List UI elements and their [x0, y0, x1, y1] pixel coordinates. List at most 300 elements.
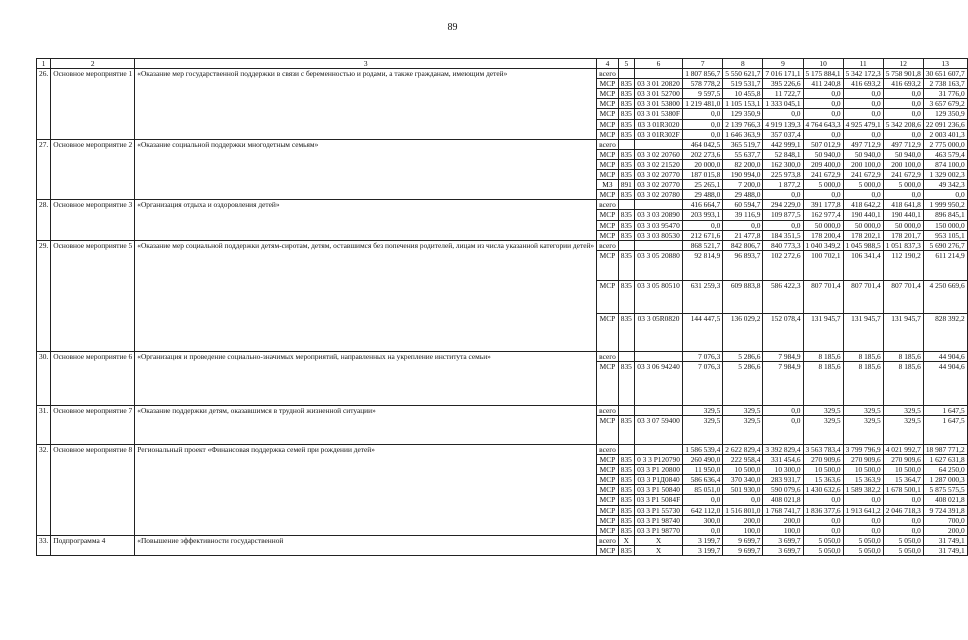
table-row — [37, 444, 968, 454]
amount-cell: 2 775 000,0 — [923, 139, 967, 149]
executor-cell: МСР — [597, 220, 619, 230]
amount-cell: 0,0 — [843, 190, 883, 200]
grbs-code-cell: 835 — [618, 515, 634, 525]
target-article-cell: 03 3 01 52700 — [634, 89, 682, 99]
amount-cell: 840 773,3 — [763, 240, 803, 250]
amount-cell: 300,0 — [683, 515, 723, 525]
amount-cell: 10 455,8 — [723, 89, 763, 99]
amount-cell: 8 185,6 — [803, 351, 843, 361]
grbs-code-cell: 835 — [618, 475, 634, 485]
amount-cell: 1 051 837,3 — [883, 240, 923, 250]
amount-cell: 1 999 950,2 — [923, 200, 967, 210]
amount-cell: 1 586 539,4 — [683, 444, 723, 454]
program-description: «Организация и проведение социально-значимых мероприятий, направленных на укрепление института семьи» — [135, 351, 597, 405]
amount-cell: 1 646 363,9 — [723, 129, 763, 139]
amount-cell: 842 806,7 — [723, 240, 763, 250]
amount-cell: 52 848,1 — [763, 149, 803, 159]
amount-cell: 190 440,1 — [883, 210, 923, 220]
amount-cell: 10 300,0 — [763, 465, 803, 475]
amount-cell: 15 363,6 — [803, 475, 843, 485]
amount-cell: 329,5 — [843, 415, 883, 444]
grbs-code-cell: 891 — [618, 180, 634, 190]
executor-cell: всего — [597, 69, 619, 79]
amount-cell: 7 076,3 — [683, 361, 723, 405]
amount-cell: 0,0 — [843, 495, 883, 505]
executor-cell: МСР — [597, 159, 619, 169]
amount-cell: 611 214,9 — [923, 250, 967, 280]
amount-cell: 0,0 — [803, 99, 843, 109]
program-label: Основное мероприятие 8 — [51, 444, 135, 535]
grbs-code-cell: 835 — [618, 149, 634, 159]
target-article-cell — [634, 139, 682, 149]
grbs-code-cell: 835 — [618, 465, 634, 475]
target-article-cell — [634, 444, 682, 454]
amount-cell: 144 447,5 — [683, 313, 723, 351]
grbs-code-cell: 835 — [618, 455, 634, 465]
target-article-cell: 03 3 03 80530 — [634, 230, 682, 240]
amount-cell: 5 050,0 — [843, 545, 883, 555]
amount-cell: 5 000,0 — [803, 180, 843, 190]
program-label: Основное мероприятие 3 — [51, 200, 135, 240]
amount-cell: 7 076,3 — [683, 351, 723, 361]
amount-cell: 203 993,1 — [683, 210, 723, 220]
amount-cell: 0,0 — [683, 119, 723, 129]
amount-cell: 225 973,8 — [763, 170, 803, 180]
amount-cell: 1 647,5 — [923, 405, 967, 415]
amount-cell: 408 021,8 — [923, 495, 967, 505]
grbs-code-cell: 835 — [618, 280, 634, 313]
amount-cell: 102 272,6 — [763, 250, 803, 280]
amount-cell: 0,0 — [803, 89, 843, 99]
executor-cell: МСР — [597, 313, 619, 351]
program-label: Основное мероприятие 1 — [51, 69, 135, 140]
amount-cell: 3 199,7 — [683, 545, 723, 555]
amount-cell: 329,5 — [683, 415, 723, 444]
executor-cell: МСР — [597, 515, 619, 525]
amount-cell: 329,5 — [803, 415, 843, 444]
amount-cell: 370 340,0 — [723, 475, 763, 485]
grbs-code-cell: 835 — [618, 159, 634, 169]
amount-cell: 5 050,0 — [883, 545, 923, 555]
amount-cell: 0,0 — [803, 515, 843, 525]
amount-cell: 55 637,7 — [723, 149, 763, 159]
amount-cell: 5 286,6 — [723, 361, 763, 405]
amount-cell: 0,0 — [683, 525, 723, 535]
grbs-code-cell: 835 — [618, 190, 634, 200]
amount-cell: 50 000,0 — [803, 220, 843, 230]
amount-cell: 331 454,6 — [763, 455, 803, 465]
header-cell: 13 — [923, 59, 967, 69]
amount-cell: 807 701,4 — [883, 280, 923, 313]
amount-cell: 2 622 829,4 — [723, 444, 763, 454]
program-description: «Оказание мер государственной поддержки в связи с беременностью и родами, а также гражданам, имеющим детей» — [135, 69, 597, 140]
amount-cell: 0,0 — [683, 220, 723, 230]
program-description: Региональный проект «Финансовая поддержка семей при рождении детей» — [135, 444, 597, 535]
amount-cell: 178 200,4 — [803, 230, 843, 240]
amount-cell: 1 219 481,0 — [683, 99, 723, 109]
header-cell: 6 — [634, 59, 682, 69]
amount-cell: 131 945,7 — [803, 313, 843, 351]
target-article-cell — [634, 200, 682, 210]
amount-cell: 0,0 — [803, 525, 843, 535]
executor-cell: МСР — [597, 210, 619, 220]
target-article-cell: 03 3 P1 98770 — [634, 525, 682, 535]
amount-cell: 222 958,4 — [723, 455, 763, 465]
amount-cell: 0,0 — [683, 495, 723, 505]
amount-cell: 82 200,0 — [723, 159, 763, 169]
amount-cell: 150 000,0 — [923, 220, 967, 230]
amount-cell: 4 250 669,6 — [923, 280, 967, 313]
grbs-code-cell: 835 — [618, 415, 634, 444]
amount-cell: 0,0 — [883, 495, 923, 505]
executor-cell: МСР — [597, 361, 619, 405]
target-article-cell: 03 3 P1 50840 — [634, 485, 682, 495]
executor-cell: МСР — [597, 505, 619, 515]
amount-cell: 828 392,2 — [923, 313, 967, 351]
amount-cell: 0,0 — [763, 415, 803, 444]
amount-cell: 8 185,6 — [883, 361, 923, 405]
amount-cell: 416 664,7 — [683, 200, 723, 210]
amount-cell: 1 105 153,1 — [723, 99, 763, 109]
amount-cell: 391 177,8 — [803, 200, 843, 210]
amount-cell: 212 671,6 — [683, 230, 723, 240]
row-number: 28. — [37, 200, 51, 240]
amount-cell: 0,0 — [803, 495, 843, 505]
executor-cell: МСР — [597, 525, 619, 535]
amount-cell: 50 000,0 — [843, 220, 883, 230]
amount-cell: 1 678 500,1 — [883, 485, 923, 495]
amount-cell: 10 500,0 — [723, 465, 763, 475]
amount-cell: 0,0 — [883, 190, 923, 200]
amount-cell: 8 185,6 — [843, 351, 883, 361]
executor-cell: всего — [597, 240, 619, 250]
amount-cell: 442 999,1 — [763, 139, 803, 149]
amount-cell: 241 672,9 — [843, 170, 883, 180]
amount-cell: 416 693,2 — [843, 79, 883, 89]
header-cell: 9 — [763, 59, 803, 69]
amount-cell: 29 488,0 — [723, 190, 763, 200]
program-description: «Оказание социальной поддержки многодетным семьям» — [135, 139, 597, 200]
target-article-cell: 03 3 01R3020 — [634, 119, 682, 129]
amount-cell: 21 477,8 — [723, 230, 763, 240]
amount-cell: 1 430 632,6 — [803, 485, 843, 495]
amount-cell: 0,0 — [803, 109, 843, 119]
target-article-cell: 03 3 P1 55730 — [634, 505, 682, 515]
row-number: 27. — [37, 139, 51, 200]
amount-cell: 7 200,0 — [723, 180, 763, 190]
grbs-code-cell: 835 — [618, 505, 634, 515]
grbs-code-cell: 835 — [618, 119, 634, 129]
amount-cell: 631 259,3 — [683, 280, 723, 313]
amount-cell: 3 199,7 — [683, 535, 723, 545]
target-article-cell — [634, 240, 682, 250]
amount-cell: 100,0 — [723, 525, 763, 535]
amount-cell: 100,0 — [763, 525, 803, 535]
amount-cell: 5 050,0 — [803, 535, 843, 545]
amount-cell: 329,5 — [723, 415, 763, 444]
amount-cell: 0,0 — [883, 129, 923, 139]
table-row — [37, 351, 968, 361]
amount-cell: 30 651 607,7 — [923, 69, 967, 79]
grbs-code-cell: Х — [618, 535, 634, 545]
row-number: 33. — [37, 535, 51, 555]
amount-cell: 497 712,9 — [843, 139, 883, 149]
header-cell: 2 — [51, 59, 135, 69]
amount-cell: 20 000,0 — [683, 159, 723, 169]
amount-cell: 0,0 — [843, 89, 883, 99]
grbs-code-cell: 835 — [618, 129, 634, 139]
amount-cell: 5 050,0 — [803, 545, 843, 555]
executor-cell: всего — [597, 535, 619, 545]
amount-cell: 9 724 391,8 — [923, 505, 967, 515]
amount-cell: 642 112,0 — [683, 505, 723, 515]
program-description: «Оказание поддержки детям, оказавшимся в трудной жизненной ситуации» — [135, 405, 597, 444]
executor-cell: МСР — [597, 415, 619, 444]
target-article-cell: 03 3 02 20780 — [634, 190, 682, 200]
executor-cell: всего — [597, 139, 619, 149]
amount-cell: 50 000,0 — [883, 220, 923, 230]
amount-cell: 0,0 — [923, 190, 967, 200]
amount-cell: 365 519,7 — [723, 139, 763, 149]
executor-cell: МСР — [597, 99, 619, 109]
amount-cell: 10 500,0 — [883, 465, 923, 475]
amount-cell: 418 642,2 — [843, 200, 883, 210]
amount-cell: 44 904,6 — [923, 351, 967, 361]
amount-cell: 416 693,2 — [883, 79, 923, 89]
amount-cell: 0,0 — [763, 109, 803, 119]
amount-cell: 4 764 643,3 — [803, 119, 843, 129]
target-article-cell: 03 3 01 20820 — [634, 79, 682, 89]
amount-cell: 329,5 — [803, 405, 843, 415]
amount-cell: 5 342 208,6 — [883, 119, 923, 129]
amount-cell: 0,0 — [843, 515, 883, 525]
amount-cell: 700,0 — [923, 515, 967, 525]
amount-cell: 7 016 171,1 — [763, 69, 803, 79]
amount-cell: 294 229,0 — [763, 200, 803, 210]
row-number: 30. — [37, 351, 51, 405]
amount-cell: 9 699,7 — [723, 545, 763, 555]
amount-cell: 92 814,9 — [683, 250, 723, 280]
amount-cell: 0,0 — [683, 109, 723, 119]
amount-cell: 329,5 — [883, 415, 923, 444]
amount-cell: 49 342,3 — [923, 180, 967, 190]
program-description: «Оказание мер социальной поддержки детям-сиротам, детям, оставшимся без попечения родителей, лицам из числа указанной категории детей» — [135, 240, 597, 351]
amount-cell: 8 185,6 — [843, 361, 883, 405]
amount-cell: 5 050,0 — [843, 535, 883, 545]
grbs-code-cell: 835 — [618, 545, 634, 555]
page-number: 89 — [447, 22, 458, 33]
amount-cell: 896 845,1 — [923, 210, 967, 220]
grbs-code-cell — [618, 444, 634, 454]
amount-cell: 411 240,8 — [803, 79, 843, 89]
amount-cell: 0,0 — [763, 405, 803, 415]
amount-cell: 15 363,9 — [843, 475, 883, 485]
header-cell: 12 — [883, 59, 923, 69]
header-cell: 1 — [37, 59, 51, 69]
budget-table — [36, 58, 968, 556]
grbs-code-cell: 835 — [618, 485, 634, 495]
target-article-cell: 03 3 02 20770 — [634, 180, 682, 190]
amount-cell: 109 877,5 — [763, 210, 803, 220]
amount-cell: 60 594,7 — [723, 200, 763, 210]
program-label: Основное мероприятие 5 — [51, 240, 135, 351]
executor-cell: МСР — [597, 149, 619, 159]
target-article-cell: Х — [634, 535, 682, 545]
amount-cell: 5 342 172,3 — [843, 69, 883, 79]
amount-cell: 329,5 — [683, 405, 723, 415]
grbs-code-cell: 835 — [618, 89, 634, 99]
header-cell: 10 — [803, 59, 843, 69]
amount-cell: 408 021,8 — [763, 495, 803, 505]
amount-cell: 0,0 — [883, 525, 923, 535]
amount-cell: 1 333 045,1 — [763, 99, 803, 109]
grbs-code-cell — [618, 69, 634, 79]
target-article-cell: 03 3 06 94240 — [634, 361, 682, 405]
table-row — [37, 200, 968, 210]
amount-cell: 395 226,6 — [763, 79, 803, 89]
grbs-code-cell: 835 — [618, 210, 634, 220]
amount-cell: 329,5 — [883, 405, 923, 415]
amount-cell: 11 950,0 — [683, 465, 723, 475]
target-article-cell: 03 3 03 20890 — [634, 210, 682, 220]
amount-cell: 270 909,6 — [843, 455, 883, 465]
amount-cell: 131 945,7 — [883, 313, 923, 351]
grbs-code-cell — [618, 200, 634, 210]
amount-cell: 501 930,0 — [723, 485, 763, 495]
amount-cell: 1 877,2 — [763, 180, 803, 190]
target-article-cell: 03 3 05R0820 — [634, 313, 682, 351]
amount-cell: 50 940,0 — [803, 149, 843, 159]
amount-cell: 953 105,1 — [923, 230, 967, 240]
grbs-code-cell: 835 — [618, 230, 634, 240]
executor-cell: МСР — [597, 465, 619, 475]
amount-cell: 178 201,7 — [883, 230, 923, 240]
amount-cell: 5 286,6 — [723, 351, 763, 361]
executor-cell: МСР — [597, 109, 619, 119]
amount-cell: 3 699,7 — [763, 535, 803, 545]
amount-cell: 497 712,9 — [883, 139, 923, 149]
executor-cell: МСР — [597, 250, 619, 280]
grbs-code-cell — [618, 351, 634, 361]
target-article-cell: 03 3 P1 98740 — [634, 515, 682, 525]
executor-cell: МСР — [597, 79, 619, 89]
amount-cell: 4 925 479,1 — [843, 119, 883, 129]
amount-cell: 0,0 — [843, 525, 883, 535]
amount-cell: 85 051,0 — [683, 485, 723, 495]
executor-cell: МСР — [597, 545, 619, 555]
amount-cell: 2 738 163,7 — [923, 79, 967, 89]
grbs-code-cell: 835 — [618, 525, 634, 535]
amount-cell: 5 000,0 — [883, 180, 923, 190]
target-article-cell: 03 3 05 80510 — [634, 280, 682, 313]
table-row — [37, 405, 968, 415]
amount-cell: 129 350,9 — [723, 109, 763, 119]
amount-cell: 807 701,4 — [843, 280, 883, 313]
amount-cell: 50 940,0 — [843, 149, 883, 159]
header-cell: 7 — [683, 59, 723, 69]
amount-cell: 1 647,5 — [923, 415, 967, 444]
executor-cell: МСР — [597, 485, 619, 495]
grbs-code-cell: 835 — [618, 99, 634, 109]
amount-cell: 2 139 766,3 — [723, 119, 763, 129]
program-description: «Повышение эффективности государственной — [135, 535, 597, 555]
amount-cell: 463 579,4 — [923, 149, 967, 159]
amount-cell: 31 776,0 — [923, 89, 967, 99]
executor-cell: МСР — [597, 495, 619, 505]
amount-cell: 3 563 783,4 — [803, 444, 843, 454]
amount-cell: 590 079,6 — [763, 485, 803, 495]
amount-cell: 10 500,0 — [803, 465, 843, 475]
table-row — [37, 240, 968, 250]
executor-cell: МСР — [597, 170, 619, 180]
amount-cell: 0,0 — [723, 495, 763, 505]
executor-cell: МСР — [597, 455, 619, 465]
amount-cell: 0,0 — [883, 99, 923, 109]
target-article-cell: 03 3 07 59400 — [634, 415, 682, 444]
header-cell: 3 — [135, 59, 597, 69]
amount-cell: 39 116,9 — [723, 210, 763, 220]
amount-cell: 868 521,7 — [683, 240, 723, 250]
amount-cell: 1 913 641,2 — [843, 505, 883, 515]
amount-cell: 152 078,4 — [763, 313, 803, 351]
amount-cell: 184 351,5 — [763, 230, 803, 240]
grbs-code-cell: 835 — [618, 220, 634, 230]
amount-cell: 2 046 718,3 — [883, 505, 923, 515]
grbs-code-cell: 835 — [618, 313, 634, 351]
amount-cell: 270 909,6 — [883, 455, 923, 465]
amount-cell: 4 919 139,3 — [763, 119, 803, 129]
amount-cell: 464 042,5 — [683, 139, 723, 149]
amount-cell: 200 100,0 — [883, 159, 923, 169]
amount-cell: 18 987 771,2 — [923, 444, 967, 454]
amount-cell: 1 045 988,5 — [843, 240, 883, 250]
target-article-cell: Х — [634, 545, 682, 555]
amount-cell: 5 875 575,5 — [923, 485, 967, 495]
amount-cell: 7 984,9 — [763, 361, 803, 405]
amount-cell: 9 699,7 — [723, 535, 763, 545]
header-cell: 11 — [843, 59, 883, 69]
amount-cell: 15 364,7 — [883, 475, 923, 485]
row-number: 32. — [37, 444, 51, 535]
amount-cell: 22 091 236,6 — [923, 119, 967, 129]
amount-cell: 7 984,9 — [763, 351, 803, 361]
amount-cell: 1 516 801,0 — [723, 505, 763, 515]
target-article-cell — [634, 69, 682, 79]
amount-cell: 1 627 631,8 — [923, 455, 967, 465]
amount-cell: 200,0 — [763, 515, 803, 525]
program-label: Подпрограмма 4 — [51, 535, 135, 555]
table-row — [37, 139, 968, 149]
amount-cell: 200,0 — [923, 525, 967, 535]
target-article-cell: 03 3 P1 5084F — [634, 495, 682, 505]
amount-cell: 64 250,0 — [923, 465, 967, 475]
amount-cell: 507 012,9 — [803, 139, 843, 149]
amount-cell: 1 768 741,7 — [763, 505, 803, 515]
amount-cell: 112 190,2 — [883, 250, 923, 280]
amount-cell: 0,0 — [843, 129, 883, 139]
amount-cell: 283 931,7 — [763, 475, 803, 485]
amount-cell: 187 015,8 — [683, 170, 723, 180]
amount-cell: 31 749,1 — [923, 545, 967, 555]
program-description: «Организация отдыха и оздоровления детей» — [135, 200, 597, 240]
executor-cell: МСР — [597, 190, 619, 200]
executor-cell: всего — [597, 200, 619, 210]
executor-cell: МСР — [597, 280, 619, 313]
target-article-cell: 03 3 01 53800 — [634, 99, 682, 109]
amount-cell: 0,0 — [803, 190, 843, 200]
amount-cell: 357 037,4 — [763, 129, 803, 139]
grbs-code-cell: 835 — [618, 495, 634, 505]
